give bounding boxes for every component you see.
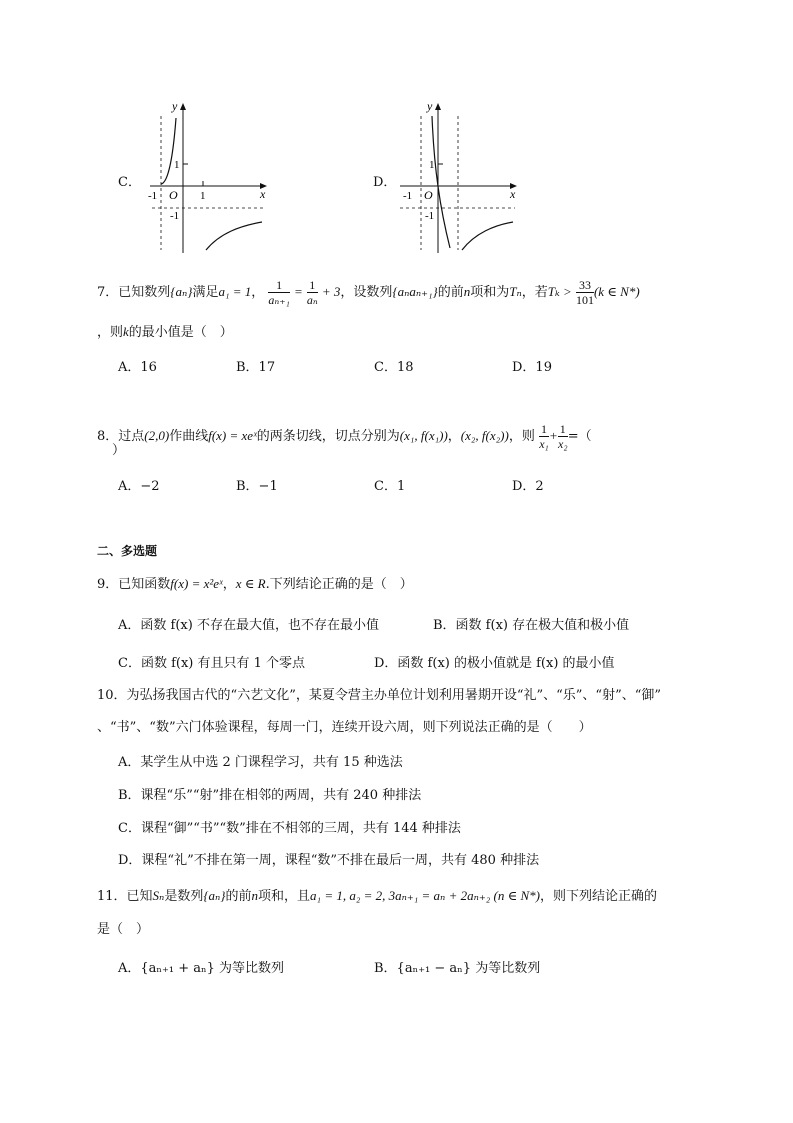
graph-c-tick-neg1y: -1 [170, 210, 180, 222]
question-8: 8．过点(2,0)作曲线f(x) = xeˣ的两条切线，切点分别为(x₁, f(x₁))，(x₂, f(x₂))，则 $\frac{1}{\text{x₁}}$ + $\frac{1}{\text{x₂}}$ =（ [97, 422, 592, 451]
graph-c-tick-neg1x: -1 [148, 190, 158, 202]
graph-d-tick-neg1y: -1 [425, 210, 435, 222]
q11-option-b[interactable]: B．{aₙ₊₁ − aₙ} 为等比数列 [374, 961, 541, 976]
graph-c-left-branch [161, 118, 176, 184]
graph-c-y-label: y [172, 99, 178, 113]
graph-d-tick-1y: 1 [429, 159, 435, 171]
question-7-line2: ，则k的最小值是（ ） [97, 324, 233, 340]
graph-d-origin: O [424, 188, 433, 202]
q9-option-a[interactable]: A．函数 f(x) 不存在最大值，也不存在最小值 [118, 618, 379, 633]
q7-option-d[interactable]: D．19 [512, 360, 552, 375]
graph-c-origin: O [169, 188, 178, 202]
graph-d-x-label: x [510, 187, 516, 201]
q8-frac-1: $\frac{1}{\text{x₁}}$ [539, 422, 549, 451]
q10-option-a[interactable]: A．某学生从中选 2 门课程学习，共有 15 种选法 [118, 755, 403, 770]
q10-option-d[interactable]: D．课程“礼”不排在第一周，课程“数”不排在最后一周，共有 480 种排法 [118, 853, 540, 868]
graph-d-right-branch [462, 222, 513, 250]
question-9: 9．已知函数f(x) = x²eˣ，x ∈ R.下列结论正确的是（ ） [97, 576, 413, 592]
q9-option-d[interactable]: D．函数 f(x) 的极小值就是 f(x) 的最小值 [374, 656, 615, 671]
graph-c-x-label: x [260, 187, 266, 201]
q9-option-c[interactable]: C．函数 f(x) 有且只有 1 个零点 [118, 656, 306, 671]
question-11: 11．已知Sₙ是数列{aₙ}的前n项和，且a₁ = 1, a₂ = 2, 3aₙ₊₁ = aₙ + 2aₙ₊₂ (n ∈ N*)，则下列结论正确的 [97, 888, 657, 904]
q8-option-d[interactable]: D．2 [512, 479, 544, 494]
graph-c-tick-1x: 1 [200, 190, 206, 202]
graph-d [395, 98, 535, 258]
graph-c [140, 98, 280, 258]
option-c-label: C． [118, 175, 141, 190]
graph-d-y-arrow [435, 103, 441, 110]
q11-option-a[interactable]: A．{aₙ₊₁ + aₙ} 为等比数列 [118, 961, 285, 976]
q7-frac-lhs: $\frac{1}{\text{aₙ₊₁}}$ [268, 278, 290, 307]
question-8-line2: ） [112, 443, 126, 458]
graph-c-right-branch [206, 222, 262, 250]
question-11-line2: 是（ ） [97, 922, 150, 937]
q7-frac-rhs: $\frac{1}{\text{aₙ}}$ [306, 278, 318, 307]
graph-c-y-arrow [180, 103, 186, 110]
graph-d-middle-branch [432, 116, 450, 248]
q10-option-b[interactable]: B．课程“乐”“射”排在相邻的两周，共有 240 种排法 [118, 788, 422, 803]
graph-d-tick-neg1x: -1 [403, 190, 413, 202]
q8-option-a[interactable]: A．−2 [118, 479, 160, 494]
q7-option-c[interactable]: C．18 [374, 360, 414, 375]
section-multi-choice-title: 二、多选题 [97, 544, 158, 558]
q8-frac-2: $\frac{1}{\text{x₂}}$ [558, 422, 568, 451]
q7-frac-33-101: $\frac{33}{101}$ [575, 278, 594, 307]
q7-option-a[interactable]: A．16 [118, 360, 157, 375]
question-10-line2: 、“书”、“数”六门体验课程，每周一门，连续开设六周，则下列说法正确的是（ ） [97, 720, 592, 735]
q7-option-b[interactable]: B．17 [236, 360, 276, 375]
graph-c-tick-1y: 1 [174, 159, 180, 171]
graph-d-y-label: y [427, 99, 433, 113]
question-7: 7．已知数列{aₙ}满足a₁ = 1， $\frac{1}{\text{aₙ₊₁}}$ = $\frac{1}{\text{aₙ}}$ + 3，设数列{aₙaₙ₊₁}的前n项和为Tₙ，若Tₖ > $\frac{33}{101}$ (k ∈ N*) [97, 278, 640, 307]
q10-option-c[interactable]: C．课程“御”“书”“数”排在不相邻的三周，共有 144 种排法 [118, 821, 461, 836]
q9-option-b[interactable]: B．函数 f(x) 存在极大值和极小值 [433, 618, 630, 633]
question-10-line1: 10．为弘扬我国古代的“六艺文化”，某夏令营主办单位计划利用暑期开设“礼”、“乐”、“射”、“御” [97, 688, 662, 703]
q8-option-b[interactable]: B．−1 [236, 479, 278, 494]
q8-option-c[interactable]: C．1 [374, 479, 406, 494]
option-d-label: D． [373, 175, 397, 190]
